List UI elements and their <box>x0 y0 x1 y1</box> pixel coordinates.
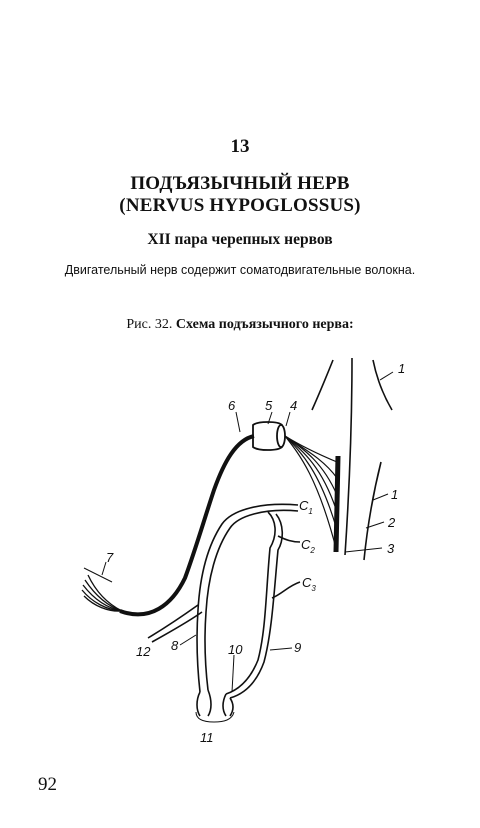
label-1-mid: 1 <box>391 487 399 502</box>
label-2: 2 <box>388 515 396 530</box>
label-c2-sub: 2 <box>310 546 315 555</box>
label-8: 8 <box>171 638 179 653</box>
label-c1 <box>299 498 313 516</box>
label-10: 10 <box>228 642 243 657</box>
brainstem-outline <box>312 358 392 560</box>
label-c3-letter: C <box>302 575 312 590</box>
label-7: 7 <box>106 550 114 565</box>
figure-labels <box>106 361 405 745</box>
label-6: 6 <box>228 398 236 413</box>
page-number: 92 <box>38 774 57 795</box>
chapter-number: 13 <box>230 136 250 157</box>
chapter-title: ПОДЪЯЗЫЧНЫЙ НЕРВ <box>130 173 350 194</box>
figure-caption-title: Схема подъязычного нерва: <box>175 317 354 332</box>
hypoglossal-canal <box>253 422 285 450</box>
label-c2 <box>301 537 315 555</box>
leader-lines <box>84 372 393 722</box>
label-c3-sub: 3 <box>311 584 316 593</box>
hypoglossal-nerve-trunk <box>120 436 254 614</box>
label-c1-sub: 1 <box>308 507 313 516</box>
nerve-description: Двигательный нерв содержит соматодвигательные волокна. <box>64 263 416 277</box>
label-9: 9 <box>294 640 302 655</box>
chapter-subtitle: XII пара черепных нервов <box>147 231 333 248</box>
chapter-title-latin: (NERVUS HYPOGLOSSUS) <box>119 195 361 216</box>
label-11: 11 <box>200 730 214 745</box>
label-c2-letter: C <box>301 537 311 552</box>
medulla-thick-line <box>336 456 338 552</box>
hypoglossal-nerve-diagram <box>0 340 480 760</box>
label-1-top: 1 <box>398 361 406 376</box>
figure-caption-prefix: Рис. 32. <box>126 317 173 332</box>
label-c3 <box>302 575 316 593</box>
label-12: 12 <box>136 644 151 659</box>
tongue-muscle-branches <box>82 575 122 611</box>
ansa-cervicalis <box>148 504 300 716</box>
label-4: 4 <box>290 398 298 413</box>
label-3: 3 <box>387 541 395 556</box>
figure-caption <box>0 317 480 333</box>
label-c1-letter: C <box>299 498 309 513</box>
label-5: 5 <box>265 398 273 413</box>
nerve-root-fibers <box>285 436 337 552</box>
